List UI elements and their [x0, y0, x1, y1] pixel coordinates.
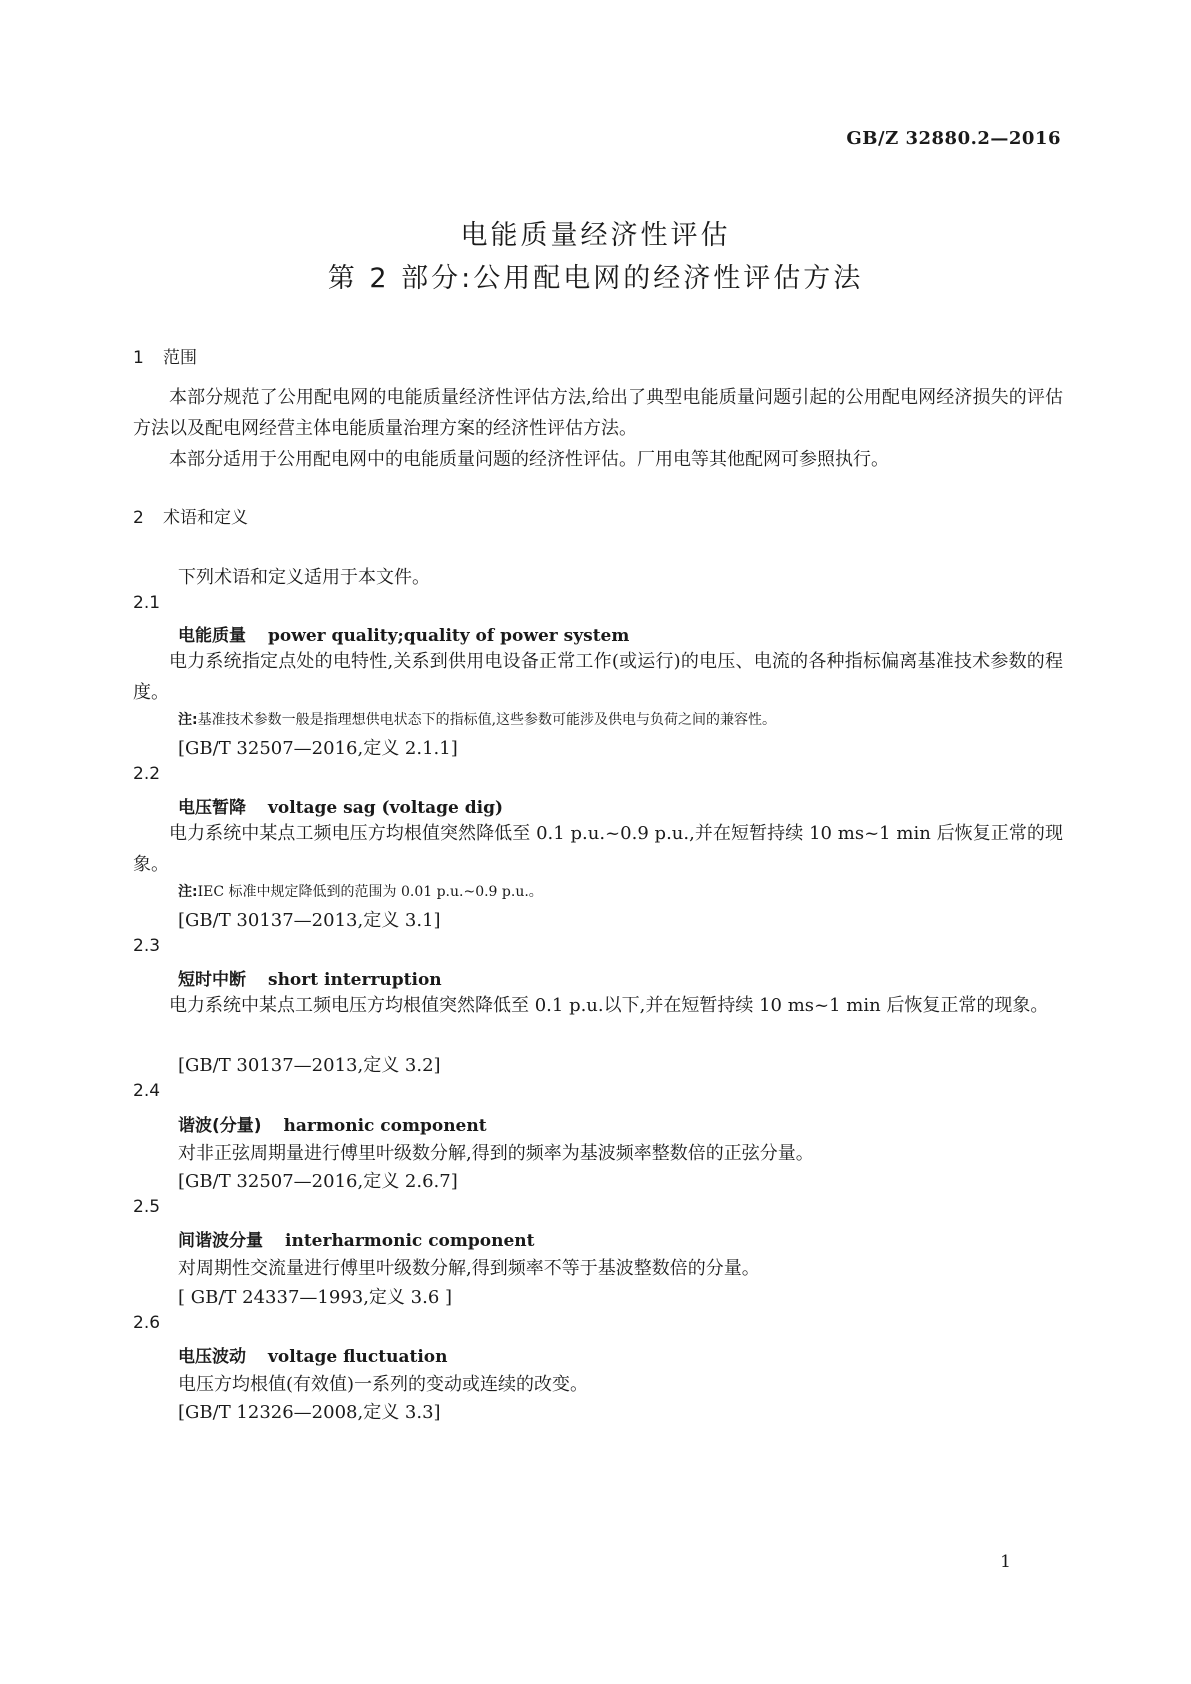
term-number: 2.2 [133, 764, 161, 784]
term-definition: 电力系统中某点工频电压方均根值突然降低至 0.1 p.u.~0.9 p.u.,并在短暂持续 10 ms~1 min 后恢复正常的现象。 [133, 823, 1063, 875]
page-number: 1 [1000, 1552, 1011, 1572]
term-english: short interruption [268, 970, 442, 990]
term-heading [178, 1342, 447, 1367]
note-label: 注: [178, 712, 198, 728]
term-english: harmonic component [283, 1116, 487, 1136]
term-chinese: 电压暂降 [178, 798, 246, 818]
term-reference: [ GB/T 24337—1993,定义 3.6 ] [178, 1287, 453, 1308]
term-definition: 对非正弦周期量进行傅里叶级数分解,得到的频率为基波频率整数倍的正弦分量。 [178, 1143, 814, 1164]
term-chinese: 间谐波分量 [178, 1231, 263, 1251]
document-title: 电能质量经济性评估 [460, 220, 731, 251]
term-number: 2.5 [133, 1197, 161, 1217]
term-number: 2.6 [133, 1313, 161, 1333]
term-definition: 对周期性交流量进行傅里叶级数分解,得到频率不等于基波整数倍的分量。 [178, 1258, 760, 1279]
note-text: IEC 标准中规定降低到的范围为 0.01 p.u.~0.9 p.u.。 [197, 884, 543, 900]
term-english: voltage sag (voltage dig) [268, 798, 504, 818]
section-title: 范围 [163, 348, 197, 368]
term-note [178, 881, 543, 901]
term-number: 2.4 [133, 1081, 161, 1101]
term-reference: [GB/T 32507—2016,定义 2.1.1] [178, 738, 458, 759]
note-text: 基准技术参数一般是指理想供电状态下的指标值,这些参数可能涉及供电与负荷之间的兼容性。 [197, 712, 777, 728]
section-1-heading [133, 343, 197, 368]
section-2-heading [133, 503, 248, 528]
term-chinese: 电能质量 [178, 626, 246, 646]
term-heading [178, 965, 442, 990]
term-definition: 电力系统指定点处的电特性,关系到供用电设备正常工作(或运行)的电压、电流的各种指标偏离基准技术参数的程度。 [133, 651, 1063, 703]
term-heading [178, 1226, 534, 1251]
term-heading [178, 793, 503, 818]
term-note [178, 709, 776, 729]
standard-number: GB/Z 32880.2—2016 [846, 128, 1061, 149]
term-number: 2.3 [133, 936, 161, 956]
section-title: 术语和定义 [163, 508, 248, 528]
note-label: 注: [178, 884, 198, 900]
term-definition: 电力系统中某点工频电压方均根值突然降低至 0.1 p.u.以下,并在短暂持续 10 ms~1 min 后恢复正常的现象。 [169, 995, 1049, 1016]
term-heading [178, 621, 629, 646]
term-english: voltage fluctuation [268, 1347, 448, 1367]
term-heading [178, 1111, 487, 1136]
term-number: 2.1 [133, 593, 161, 613]
term-definition: 电压方均根值(有效值)一系列的变动或连续的改变。 [178, 1374, 589, 1395]
scope-paragraph-1: 本部分规范了公用配电网的电能质量经济性评估方法,给出了典型电能质量问题引起的公用配电网经济损失的评估方法以及配电网经营主体电能质量治理方案的经济性评估方法。 [133, 387, 1063, 439]
terms-intro: 下列术语和定义适用于本文件。 [178, 567, 430, 588]
term-english: power quality;quality of power system [268, 626, 630, 646]
term-reference: [GB/T 30137—2013,定义 3.1] [178, 910, 441, 931]
section-number: 2 [133, 508, 144, 528]
term-reference: [GB/T 12326—2008,定义 3.3] [178, 1402, 441, 1423]
term-reference: [GB/T 30137—2013,定义 3.2] [178, 1055, 441, 1076]
section-number: 1 [133, 348, 144, 368]
term-chinese: 谐波(分量) [178, 1116, 262, 1136]
term-chinese: 电压波动 [178, 1347, 246, 1367]
scope-paragraph-2: 本部分适用于公用配电网中的电能质量问题的经济性评估。厂用电等其他配网可参照执行。 [169, 449, 889, 470]
term-reference: [GB/T 32507—2016,定义 2.6.7] [178, 1171, 458, 1192]
term-english: interharmonic component [285, 1231, 535, 1251]
term-chinese: 短时中断 [178, 970, 246, 990]
document-subtitle: 第 2 部分:公用配电网的经济性评估方法 [327, 263, 864, 294]
